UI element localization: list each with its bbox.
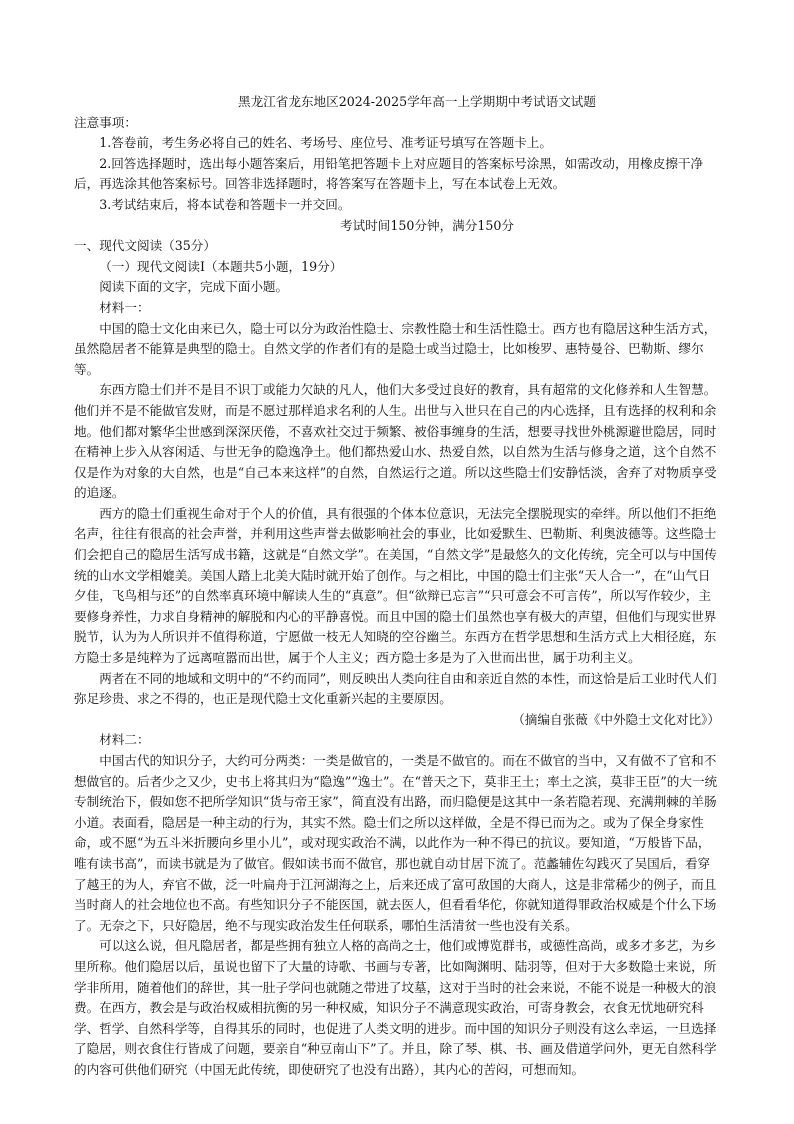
- notice-item-3: 3.考试结束后，将本试卷和答题卡一并交回。: [99, 196, 351, 212]
- reading-instruction: 阅读下面的文字，完成下面小题。: [99, 279, 289, 295]
- material-2-paragraph: 可以这么说，但凡隐居者，都是些拥有独立人格的高尚之士，他们或博览群书，或德性高尚，或多才多艺，为乡里所称。他们隐居以后，虽说也留下了大量的诗歌、书画与专著，比如陶渊明、陆羽等，但对于大多数隐士来说，所学非所用，随着他们的辞世，其一肚子学问也就随之带进了坟墓，这对于当时的社会来说，不能不说是一种极大的浪费。在西方，教会是与政治权威相抗衡的另一种权威，知识分子不满意现实政治，可寄身教会，衣食无忧地研究科学、哲学、自然科学等，自得其乐的同时，也促进了人类文明的进步。而中国的知识分子则没有这么幸运，一旦选择了隐居，则衣食住行皆成了问题，要亲自“种豆南山下”了。并且，除了琴、棋、书、画及借道学问外，更无自然科学的内容可供他们研究（中国无此传统，即使研究了也没有出路），其内心的苦闷，可想而知。: [74, 938, 717, 1077]
- material-1-paragraph: 中国的隐士文化由来已久，隐士可以分为政治性隐士、宗教性隐士和生活性隐士。西方也有隐居这种生活方式，虽然隐居者不能算是典型的隐士。自然文学的作者们有的是隐士或当过隐士，比如梭罗、惠特曼谷、巴勒斯、缪尔等。: [74, 320, 717, 377]
- section-heading: 一、现代文阅读（35分）: [74, 238, 216, 254]
- material-1-label: 材料一：: [99, 299, 150, 315]
- material-2-label: 材料二：: [99, 732, 150, 748]
- exam-info: 考试时间150分钟，满分150分: [339, 217, 514, 233]
- document-title: 黑龙江省龙东地区2024-2025学年高一上学期期中考试语文试题: [237, 94, 596, 109]
- material-1-source: （摘编自张薇《中外隐士文化对比》）: [512, 711, 720, 727]
- notice-item-1: 1.答卷前，考生务必将自己的姓名、考场号、座位号、准考证号填写在答题卡上。: [99, 135, 552, 151]
- material-2-paragraph: 中国古代的知识分子，大约可分两类：一类是做官的，一类是不做官的。而在不做官的当中，又有做不了官和不想做官的。后者少之又少，史书上将其归为“隐逸”“逸士”。在“普天之下，莫非王土；率土之滨，莫非王臣”的大一统专制统治下，假如您不把所学知识“货与帝王家”，简直没有出路，而归隐便是这其中一条若隐若现、充满荆棘的羊肠小道。表面看，隐居是一种主动的行为，其实不然。隐士们之所以这样做，全是不得已而为之。或为了保全身家性命，或不愿“为五斗米折腰向乡里小儿”，或对现实政治不满，以此作为一种不得已的抗议。要知道，“万般皆下品，唯有读书高”，而读书就是为了做官。假如读书而不做官，那也就自动甘居下流了。范蠡辅佐勾践灭了吴国后，看穿了越王的为人，弃官不做，泛一叶扁舟于江河湖海之上，后来还成了富可敌国的大商人，这是非常稀少的例子，而且当时商人的社会地位也不高。有些知识分子不能医国，就去医人，但看看华佗，你就知道得罪政治权威是个什么下场了。无奈之下，只好隐居，绝不与现实政治发生任何联系，哪怕生活清贫一些也没有关系。: [74, 753, 718, 933]
- notice-item-2: 2.回答选择题时，选出每小题答案后，用铅笔把答题卡上对应题目的答案标号涂黑，如需改动，用橡皮擦干净后，再选涂其他答案标号。回答非选择题时，将答案写在答题卡上，写在本试卷上无效。: [74, 155, 704, 192]
- material-1-paragraph: 东西方隐士们并不是目不识丁或能力欠缺的凡人，他们大多受过良好的教育，具有超常的文化修养和人生智慧。他们并不是不能做官发财，而是不愿过那样追求名利的人生。出世与入世只在自己的内心选择，且有选择的权利和余地。他们都对繁华尘世感到深深厌倦，不喜欢社交过于频繁、被俗事缠身的生活，想要寻找世外桃源避世隐居，同时在精神上步入从容闲适、与世无争的隐逸净土。他们都热爱山水、热爱自然，以自然为生活与修身之道，这个自然不仅是作为对象的大自然，也是“自己本来这样”的自然，自然运行之道。所以这些隐士们安静恬淡，舍弃了对物质享受的追逐。: [74, 382, 717, 501]
- notice-heading: 注意事项：: [74, 114, 137, 130]
- material-1-paragraph: 两者在不同的地域和文明中的“不约而同”，则反映出人类向往自由和亲近自然的本性，而这恰是后工业时代人们弥足珍贵、求之不得的，也正是现代隐士文化重新兴起的主要原因。: [74, 670, 717, 707]
- material-1-paragraph: 西方的隐士们重视生命对于个人的价值，具有很强的个体本位意识，无法完全摆脱现实的牵绊。所以他们不拒绝名声，往往有很高的社会声誉，并利用这些声誉去做影响社会的事业，比如爱默生、巴勒斯、利奥波德等。这些隐士们会把自己的隐居生活写成书籍，这就是“自然文学”。在美国，“自然文学”是最悠久的文化传统，完全可以与中国传统的山水文学相媲美。美国人踏上北美大陆时就开始了创作。与之相比，中国的隐士们主张“天人合一”，在“山气日夕佳，飞鸟相与还”的自然率真环境中解读人生的“真意”。但“欲辩已忘言”“只可意会不可言传”，所以写作较少，主要修身养性，力求自身精神的解脱和内心的平静喜悦。而且中国的隐士们虽然也享有极大的声望，但他们与现实世界脱节，认为为人所识并不值得称道，宁愿做一枝无人知晓的空谷幽兰。东西方在哲学思想和生活方式上大相径庭，东方隐士多是纯粹为了远离喧嚣而出世，属于个人主义；西方隐士多是为了入世而出世，属于功利主义。: [74, 505, 717, 666]
- subsection-heading: （一）现代文阅读Ⅰ（本题共5小题，19分）: [99, 258, 343, 274]
